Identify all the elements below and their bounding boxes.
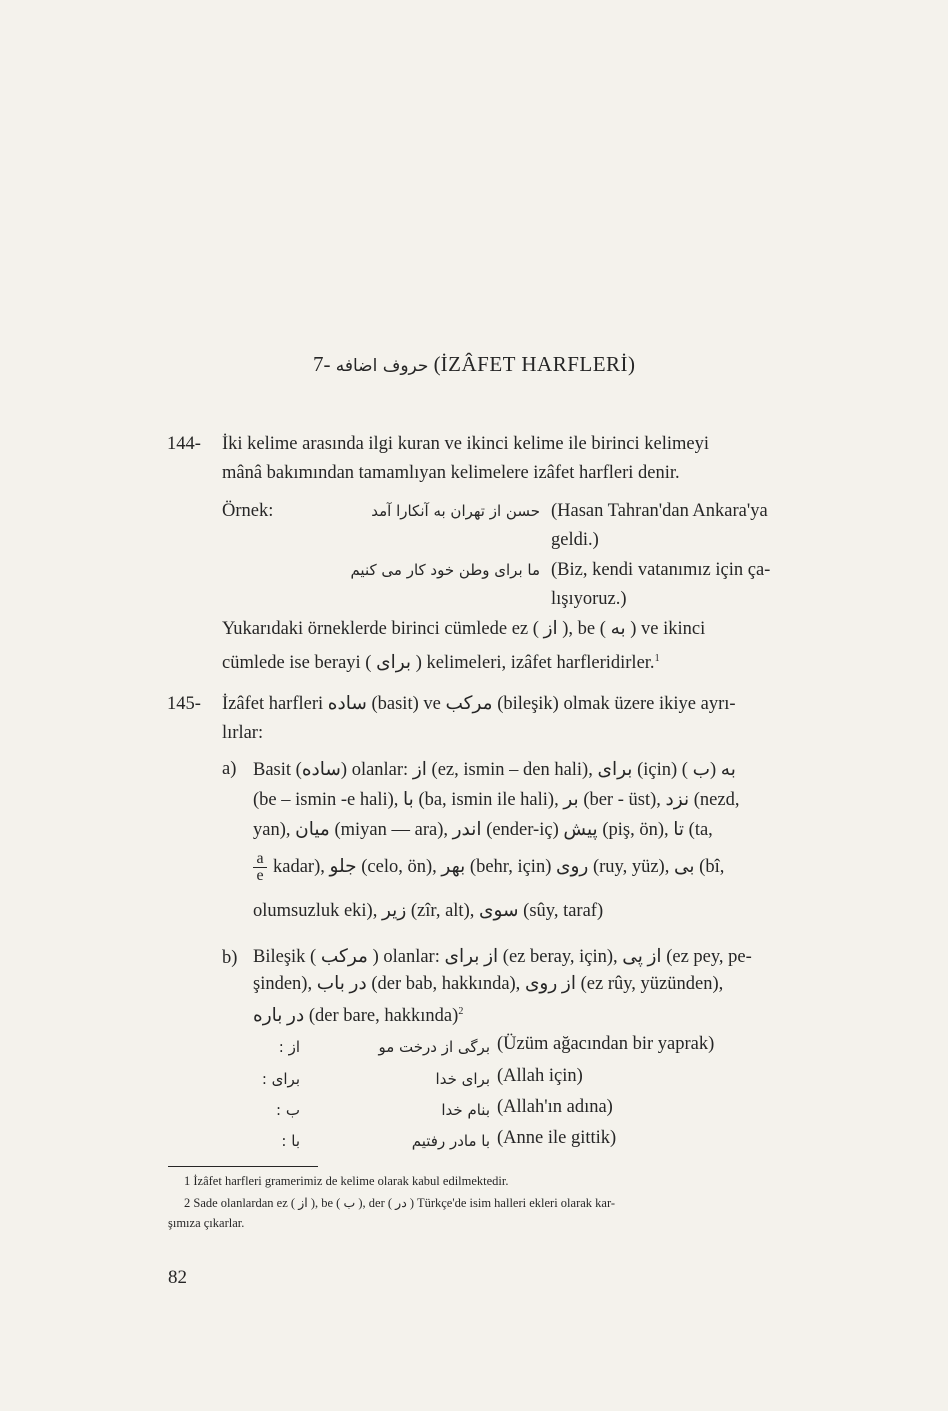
example-1-translation-line-1: (Hasan Tahran'dan Ankara'ya: [551, 501, 768, 521]
fraction-bottom: e: [256, 867, 264, 884]
vowel-fraction: [253, 851, 267, 884]
example-2-arabic: ما برای وطن خود کار می کنیم: [350, 561, 540, 579]
note-line-2: [222, 644, 852, 678]
example-1-arabic: حسن از تهران به آنکارا آمد: [371, 502, 540, 520]
title-number: 7-: [312, 352, 331, 376]
example-word-3: ب :: [276, 1101, 300, 1119]
note-line-1: Yukarıdaki örneklerde birinci cümlede ez ( از ), be ( به ) ve ikinci: [222, 619, 706, 639]
example-arabic-2: برای خدا: [435, 1070, 490, 1088]
example-translation-4: (Anne ile gittik): [497, 1128, 617, 1148]
item-a-label: a): [222, 759, 237, 779]
example-arabic-1: برگی از درخت مو: [378, 1038, 490, 1056]
example-translation-2: (Allah için): [497, 1066, 583, 1086]
paragraph-number-145: 145-: [167, 694, 201, 714]
item-a-line-1: Basit (ساده) olanlar: از (ez, ismin – den hali), برای (için) ( ب) به: [253, 760, 736, 780]
item-a-line-4-row: [253, 851, 853, 884]
ornek-label: Örnek:: [222, 501, 274, 521]
item-b-line-2: şinden), در باب (der bab, hakkında), از روی (ez rûy, yüzünden),: [253, 974, 724, 994]
footnote-1: 1 İzâfet harfleri gramerimiz de kelime olarak kabul edilmektedir.: [184, 1174, 509, 1188]
footnote-ref-1: 1: [654, 653, 660, 664]
paragraph-145-line-2: lırlar:: [222, 723, 264, 743]
item-a-line-4: kadar), جلو (celo, ön), بهر (behr, için) روی (ruy, yüz), بی (bî,: [273, 856, 725, 877]
item-b-text: [253, 944, 853, 1030]
item-a-line-3: yan), میان (miyan — ara), اندر (ender-iç) پیش (piş, ön), تا (ta,: [253, 820, 713, 840]
example-word-4: با :: [281, 1132, 300, 1150]
item-a-text: [253, 755, 853, 926]
example-word-1: از :: [278, 1038, 300, 1056]
item-b-line-3: [253, 998, 853, 1030]
example-2-translation-line-1: (Biz, kendi vatanımız için ça-: [551, 560, 771, 580]
item-b-line-3-text: در باره (der bare, hakkında): [253, 1006, 459, 1027]
paragraph-144-text: [222, 430, 842, 488]
note-line-2-text: cümlede ise berayi ( برای ) kelimeleri, izâfet harfleridirler.: [222, 653, 655, 674]
title-latin: (İZÂFET HARFLERİ): [433, 352, 636, 376]
paragraph-145-text: [222, 690, 852, 748]
item-b-label: b): [222, 948, 238, 968]
paragraph-144-line-2: mânâ bakımından tamamlıyan kelimelere izâfet harfleri denir.: [222, 463, 680, 483]
title-arabic: حروف اضافه: [335, 356, 429, 376]
example-1-translation-line-2: geldi.): [551, 530, 599, 550]
paragraph-145-line-1: İzâfet harfleri ساده (basit) ve مرکب (bileşik) olmak üzere ikiye ayrı-: [222, 694, 736, 714]
footnote-2-line-2: şımıza çıkarlar.: [168, 1216, 245, 1230]
item-b-line-1: Bileşik ( مرکب ) olanlar: از برای (ez beray, için), از پی (ez pey, pe-: [253, 947, 752, 967]
example-2-translation: [551, 556, 770, 614]
paragraph-144-line-1: İki kelime arasında ilgi kuran ve ikinci kelime ile birinci kelimeyi: [222, 434, 710, 454]
footnote-2-line-1: 2 Sade olanlardan ez ( از ), be ( ب ), der ( در ) Türkçe'de isim halleri ekleri olarak kar-: [184, 1196, 616, 1210]
example-1-translation: [551, 497, 768, 555]
example-arabic-3: بنام خدا: [441, 1101, 490, 1119]
footnote-divider: [168, 1166, 318, 1167]
example-2-translation-line-2: lışıyoruz.): [551, 589, 627, 609]
page-number: 82: [168, 1267, 187, 1288]
footnote-ref-2: 2: [458, 1006, 464, 1017]
paragraph-number-144: 144-: [167, 434, 201, 454]
example-word-2: برای :: [261, 1070, 300, 1088]
item-a-line-5: olumsuzluk eki), زیر (zîr, alt), سوی (sûy, taraf): [253, 901, 604, 921]
example-translation-3: (Allah'ın adına): [497, 1097, 613, 1117]
paragraph-144-note: [222, 615, 852, 678]
item-a-line-2: (be – ismin -e hali), با (ba, ismin ile hali), بر (ber - üst), نزد (nezd,: [253, 790, 740, 810]
section-title: [0, 352, 948, 377]
example-translation-1: (Üzüm ağacından bir yaprak): [497, 1034, 715, 1054]
fraction-top: a: [256, 850, 264, 867]
example-arabic-4: با مادر رفتیم: [411, 1132, 490, 1150]
